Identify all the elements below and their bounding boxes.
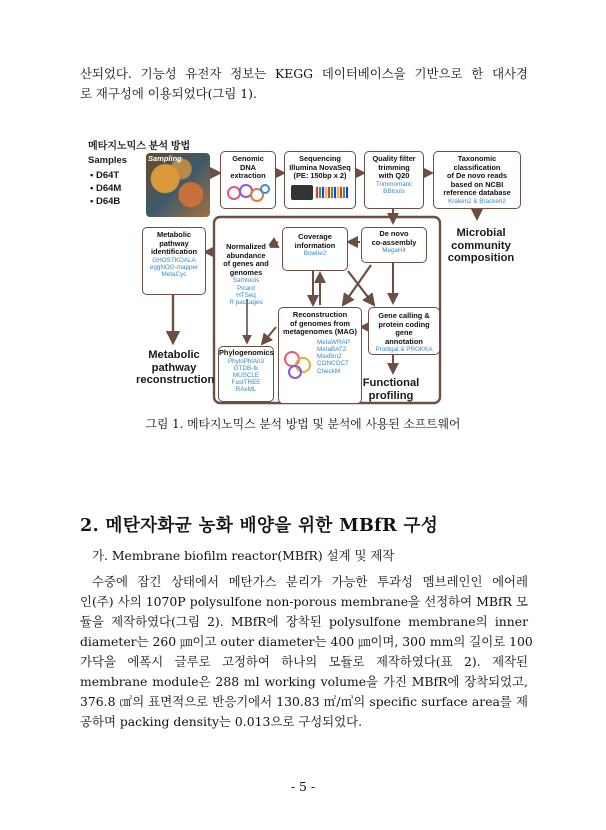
- box-de-novo: De novo co-assembly MegaHit: [361, 227, 427, 263]
- section-heading: 2. 메탄자화균 농화 배양을 위한 MBfR 구성: [80, 516, 439, 536]
- box-metabolic-identification: Metabolic pathway identification GHOSTKOALA eggNOG-mapper MetaCyc: [142, 227, 206, 295]
- box-genomic-dna: Genomic DNA extraction: [220, 151, 276, 209]
- text-line: 수중에 잠긴 상태에서 메탄가스 분리가 가능한 투과성 멤브레인인 에어레: [92, 574, 528, 589]
- box-quality-filter: Quality filter trimming with Q20 Trimmomatic BBtools: [364, 151, 424, 209]
- text-line: 로 재구성에 이용되었다(그림 1).: [80, 86, 257, 101]
- functional-profiling-label: Functional profiling: [362, 377, 420, 402]
- figure-caption: 그림 1. 메타지노믹스 분석 방법 및 분석에 사용된 소프트웨어: [145, 417, 461, 431]
- samples-label: Samples: [88, 155, 128, 166]
- box-taxonomic: Taxonomic classification of De novo reads based on NCBI reference database Kraken2 & Bracken2: [433, 151, 521, 209]
- text-line: 인(주) 사의 1070P polysulfone non-porous membrane을 선정하여 MBfR 모: [80, 594, 528, 609]
- box-normalized-abundance: Normalized abundance of genes and genomes Samtools Picard HTSeq R packages: [223, 242, 269, 306]
- box-sequencing: Sequencing Illumina NovaSeq (PE: 150bp x 2): [284, 151, 356, 209]
- sequencer-icon: [289, 183, 351, 201]
- microbial-community-label: Microbial community composition: [447, 227, 515, 264]
- figure-metagenomics-workflow: [86, 137, 520, 405]
- subsection-heading: 가. Membrane biofilm reactor(MBfR) 설계 및 제작: [92, 548, 395, 563]
- sample-item: • D64B: [90, 196, 121, 207]
- text-line: diameter는 260 ㎛이고 outer diameter는 400 ㎛이며, 300 mm의 길이로 100: [80, 634, 533, 649]
- sample-item: • D64M: [90, 183, 122, 194]
- body-paragraph: [80, 572, 533, 732]
- arrow: [262, 327, 276, 344]
- box-phylogenomics: Phylogenomics PhyloPhlAn3 GTDB-tk MUSCLE FastTREE RAxML: [218, 346, 274, 402]
- text-line: 가닥을 에폭시 글루로 고정하여 하나의 모듈로 제작하였다(표 2). 제작된: [80, 654, 528, 669]
- box-coverage: Coverage information Bowtie2: [282, 227, 348, 271]
- text-line: 376.8 ㎠의 표면적으로 반응기에서 130.83 ㎡/㎥의 specific surface area를 제: [80, 694, 528, 709]
- box-genome-reconstruction: Reconstruction of genomes from metagenomes (MAG) MetaWRAP MetaBAT2 MaxBin2 CONCOCT CheckM: [278, 307, 362, 404]
- text-line: 공하며 packing density는 0.013으로 구성되었다.: [80, 714, 363, 729]
- arrow: [343, 265, 371, 305]
- box-gene-calling: Gene calling & protein coding gene annotation Prodigal & PROKKA: [368, 307, 440, 355]
- intro-paragraph: [80, 64, 528, 104]
- text-line: 듈을 제작하였다(그림 2). MBfR에 장착된 polysulfone membrane의 inner: [80, 614, 528, 629]
- text-line: 산되었다. 기능성 유전자 정보는 KEGG 데이터베이스을 기반으로 한 대사경: [80, 66, 528, 81]
- sample-item: • D64T: [90, 170, 120, 181]
- genome-bins-icon: [281, 347, 315, 381]
- dna-circles-icon: [225, 183, 271, 203]
- text-line: membrane module은 288 ml working volume을 가진 MBfR에 장착되었고,: [80, 674, 528, 689]
- figure-title: 메타지노믹스 분석 방법: [88, 141, 191, 152]
- sampling-label: Sampling: [148, 154, 182, 163]
- sampling-photo: [146, 153, 210, 217]
- samples-list: [90, 169, 121, 208]
- arrow: [348, 271, 374, 305]
- metabolic-reconstruction-label: Metabolic pathway reconstruction: [136, 349, 215, 386]
- page-number: - 5 -: [290, 779, 316, 794]
